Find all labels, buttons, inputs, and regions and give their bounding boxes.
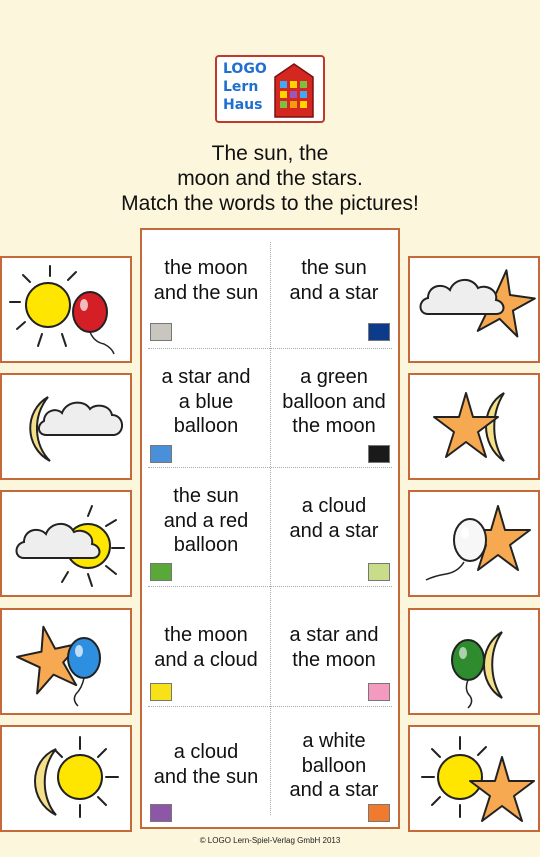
title-line-2: moon and the stars. (177, 167, 363, 190)
word-card-text: the moon and a cloud (154, 624, 258, 671)
logo-line-2: Lern (223, 79, 259, 95)
white-balloon-icon (426, 519, 486, 580)
sun-icon (56, 737, 118, 817)
sun-icon (422, 737, 486, 817)
color-swatch (150, 804, 172, 822)
cloud-icon (421, 280, 504, 314)
blue-balloon-icon (68, 638, 100, 706)
page-title (0, 141, 540, 216)
logo-text (223, 60, 267, 114)
cloud-icon (39, 403, 122, 435)
title-line-3: Match the words to the pictures! (121, 192, 419, 215)
word-card[interactable] (142, 468, 270, 586)
picture-card[interactable] (408, 373, 540, 480)
title-line-1: The sun, the (211, 142, 329, 165)
word-card-text: the moon and the sun (153, 257, 259, 304)
logo-line-3: Haus (223, 97, 263, 113)
logo-line-1: LOGO (223, 61, 267, 77)
copyright-notice: © LOGO Lern-Spiel-Verlag GmbH 2013 (199, 836, 341, 845)
word-card-text: a green balloon and the moon (282, 366, 386, 437)
moon-icon (486, 393, 504, 461)
moon-icon (35, 749, 56, 815)
word-card-text: the sun and a star (289, 257, 379, 304)
star-icon (434, 393, 498, 457)
red-balloon-icon (73, 292, 114, 354)
color-swatch (150, 323, 172, 341)
color-swatch (368, 323, 390, 341)
picture-card[interactable] (0, 608, 132, 715)
word-card-text: a cloud and a star (289, 495, 379, 542)
word-card[interactable] (142, 230, 270, 348)
word-card[interactable] (142, 587, 270, 705)
picture-card[interactable] (0, 256, 132, 363)
word-card[interactable] (142, 349, 270, 467)
color-swatch (368, 563, 390, 581)
word-card[interactable] (270, 707, 398, 825)
color-swatch (368, 445, 390, 463)
logo (215, 55, 325, 123)
house-icon (271, 61, 317, 119)
green-balloon-icon (452, 640, 484, 708)
moon-icon (484, 632, 502, 698)
word-card[interactable] (270, 230, 398, 348)
color-swatch (150, 445, 172, 463)
word-board (140, 228, 400, 829)
color-swatch (150, 563, 172, 581)
picture-card[interactable] (0, 725, 132, 832)
word-card[interactable] (270, 349, 398, 467)
color-swatch (150, 683, 172, 701)
sun-icon (10, 266, 76, 346)
color-swatch (368, 804, 390, 822)
word-card[interactable] (142, 707, 270, 825)
word-card-text: the sun and a red balloon (163, 485, 249, 556)
picture-card[interactable] (0, 490, 132, 597)
word-card-text: a white balloon and a star (289, 730, 379, 801)
word-card-text: a star and the moon (289, 624, 379, 671)
picture-card[interactable] (408, 490, 540, 597)
picture-card[interactable] (408, 725, 540, 832)
word-card[interactable] (270, 587, 398, 705)
word-card-text: a star and a blue balloon (161, 366, 251, 437)
picture-card[interactable] (0, 373, 132, 480)
word-card-text: a cloud and the sun (153, 741, 259, 788)
word-card[interactable] (270, 468, 398, 586)
color-swatch (368, 683, 390, 701)
picture-card[interactable] (408, 256, 540, 363)
picture-card[interactable] (408, 608, 540, 715)
